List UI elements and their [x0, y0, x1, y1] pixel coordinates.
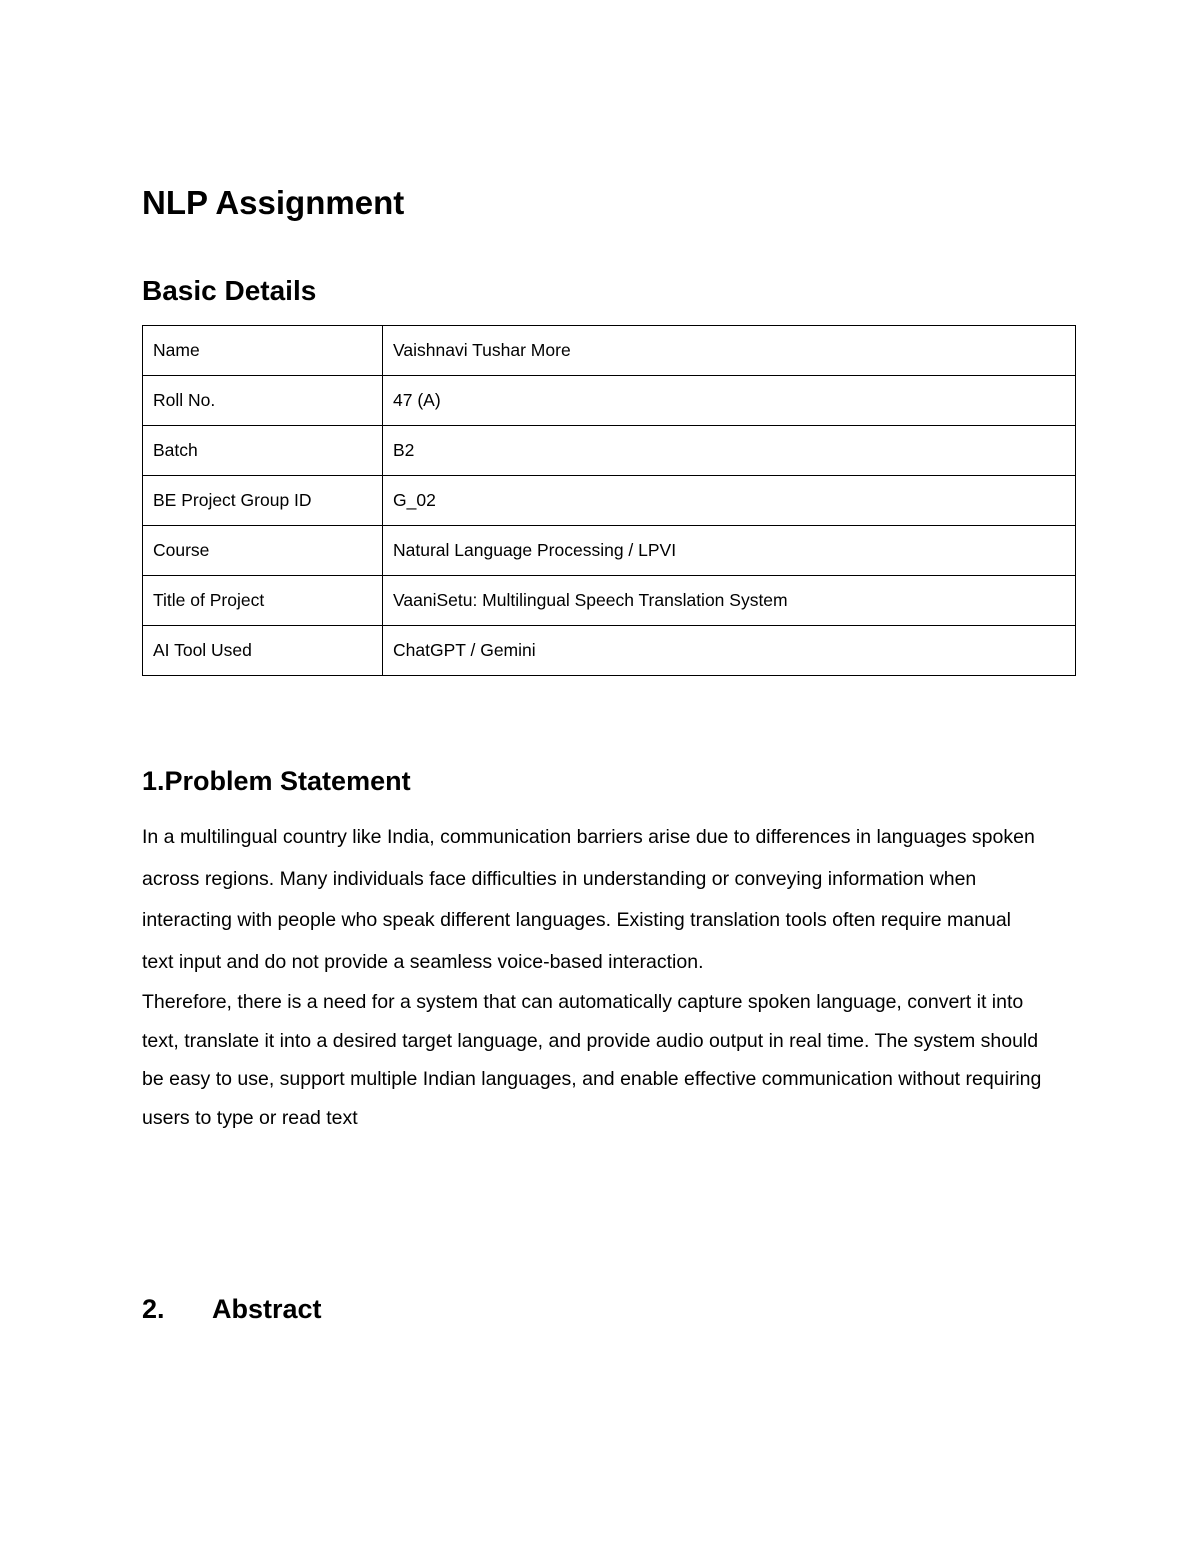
table-label-cell: AI Tool Used — [143, 626, 383, 676]
abstract-section-number: 2. — [142, 1294, 165, 1324]
table-value-cell: ChatGPT / Gemini — [383, 626, 1076, 676]
table-label-cell: Batch — [143, 426, 383, 476]
abstract-heading-text: Abstract — [212, 1294, 322, 1324]
table-label-cell: Course — [143, 526, 383, 576]
table-value-cell: G_02 — [383, 476, 1076, 526]
table-row — [143, 376, 1076, 426]
table-row — [143, 476, 1076, 526]
abstract-heading — [142, 1294, 322, 1325]
table-label-cell: Roll No. — [143, 376, 383, 426]
basic-details-heading: Basic Details — [142, 275, 317, 306]
table-value-cell: B2 — [383, 426, 1076, 476]
table-row — [143, 426, 1076, 476]
problem-statement-heading: 1.Problem Statement — [142, 766, 411, 796]
table-value-cell: VaaniSetu: Multilingual Speech Translation System — [383, 576, 1076, 626]
table-label-cell: Title of Project — [143, 576, 383, 626]
table-row — [143, 526, 1076, 576]
table-row — [143, 576, 1076, 626]
problem-statement-body — [142, 817, 1042, 1137]
problem-statement-paragraph-1: In a multilingual country like India, communication barriers arise due to differences in languages spoken across regions. Many individuals face difficulties in understanding or conveying information when interacting with people who speak different languages. Existing translation tools often require manual text input and do not provide a seamless voice-based interaction. — [142, 826, 1035, 973]
table-value-cell: Vaishnavi Tushar More — [383, 326, 1076, 376]
table-row — [143, 326, 1076, 376]
table-row — [143, 626, 1076, 676]
table-label-cell: Name — [143, 326, 383, 376]
table-label-cell: BE Project Group ID — [143, 476, 383, 526]
table-value-cell: 47 (A) — [383, 376, 1076, 426]
problem-statement-paragraph-2: Therefore, there is a need for a system that can automatically capture spoken language, convert it into text, translate it into a desired target language, and provide audio output in real time. The system should be easy to use, support multiple Indian languages, and enable effective communication without requiring users to type or read text — [142, 991, 1042, 1129]
table-value-cell: Natural Language Processing / LPVI — [383, 526, 1076, 576]
basic-details-table — [142, 325, 1076, 676]
document-title: NLP Assignment — [142, 184, 405, 221]
